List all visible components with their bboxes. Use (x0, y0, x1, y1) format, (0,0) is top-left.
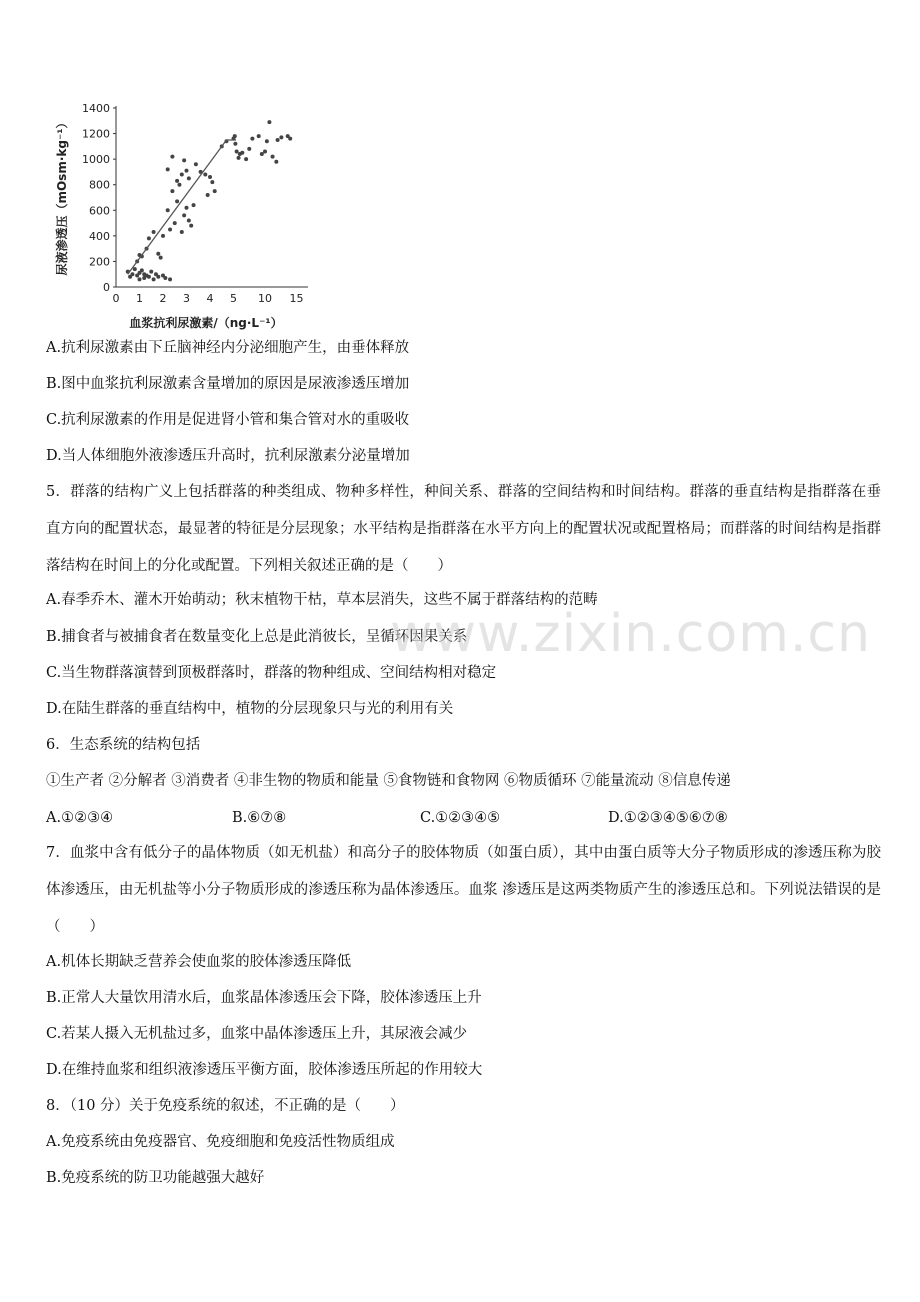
data-point (263, 149, 267, 153)
q5-option-b: B.捕食者与被捕食者在数量变化上总是此消彼长，呈循环因果关系 (46, 629, 468, 645)
y-tick-label: 600 (89, 204, 110, 218)
data-point (250, 137, 254, 141)
data-point (206, 193, 210, 197)
data-point (182, 158, 186, 162)
data-point (140, 268, 144, 272)
data-point (185, 206, 189, 210)
q4-option-d: D.当人体细胞外液渗透压升高时，抗利尿激素分泌量增加 (46, 448, 410, 464)
q7-option-b: B.正常人大量饮用清水后，血浆晶体渗透压会下降，胶体渗透压上升 (46, 990, 482, 1006)
data-point (192, 203, 196, 207)
y-axis-title: 尿液渗透压（mOsm·kg⁻¹） (55, 116, 69, 276)
q5-stem: 5．群落的结构广义上包括群落的种类组成、物种多样性，种间关系、群落的空间结构和时间结构。群落的垂直结构是指群落在垂直方向的配置状态，最显著的特征是分层现象；水平结构是指群落在水平方向上的配置状况或配置格局；而群落的时间结构是指群落结构在时间上的分化或配置。下列相关叙述正确的是（ ） (46, 484, 881, 574)
data-point (147, 275, 151, 279)
data-point (276, 138, 280, 142)
q6-option-d: D.①②③④⑤⑥⑦⑧ (608, 810, 728, 826)
data-point (288, 137, 292, 141)
data-point (182, 213, 186, 217)
y-tick-label: 400 (89, 229, 110, 243)
data-point (170, 189, 174, 193)
q7-option-d: D.在维持血浆和组织液渗透压平衡方面，胶体渗透压所起的作用较大 (46, 1062, 483, 1078)
data-point (173, 221, 177, 225)
data-point (180, 172, 184, 176)
data-point (163, 276, 167, 280)
y-tick-label: 1000 (82, 153, 110, 167)
q6-option-a: A.①②③④ (46, 810, 114, 826)
q6-option-c: C.①②③④⑤ (420, 810, 501, 826)
data-point (168, 277, 172, 281)
data-point (130, 272, 134, 276)
data-point (166, 167, 170, 171)
x-tick-label: 2 (159, 292, 167, 305)
q4-option-c: C.抗利尿激素的作用是促进肾小管和集合管对水的重吸收 (46, 412, 410, 428)
x-tick-label: 10 (258, 292, 272, 305)
q8-stem: 8．（10 分）关于免疫系统的叙述，不正确的是（ ） (46, 1098, 405, 1114)
data-point (133, 267, 137, 271)
q8-option-b: B.免疫系统的防卫功能越强大越好 (46, 1170, 265, 1186)
data-point (240, 151, 244, 155)
x-tick-label: 1 (136, 292, 143, 305)
data-point (166, 208, 170, 212)
x-tick-label: 15 (289, 292, 304, 305)
data-point (175, 199, 179, 203)
x-tick-label: 4 (206, 292, 214, 305)
data-point (213, 189, 217, 193)
q7-option-c: C.若某人摄入无机盐过多，血浆中晶体渗透压上升，其尿液会减少 (46, 1026, 468, 1042)
q5-option-c: C.当生物群落演替到顶极群落时，群落的物种组成、空间结构相对稳定 (46, 665, 497, 681)
q8-option-a: A.免疫系统由免疫器官、免疫细胞和免疫活性物质组成 (46, 1134, 395, 1150)
x-tick-label: 3 (183, 292, 190, 305)
q6-option-b: B.⑥⑦⑧ (232, 810, 287, 826)
data-point (147, 236, 151, 240)
q6-stem: 6．生态系统的结构包括 (46, 737, 201, 753)
watermark: www.zixin.com.cn (390, 604, 871, 664)
data-point (177, 183, 181, 187)
data-point (168, 227, 172, 231)
scatter-chart (46, 96, 316, 336)
data-point (187, 176, 191, 180)
q6-items: ①生产者 ②分解者 ③消费者 ④非生物的物质和能量 ⑤食物链和食物网 ⑥物质循环 ⑦能量流动 ⑧信息传递 (46, 773, 731, 789)
data-point (185, 169, 189, 173)
data-point (247, 147, 251, 151)
data-point (244, 157, 248, 161)
data-point (194, 162, 198, 166)
y-tick-label: 200 (89, 255, 110, 269)
data-point (265, 139, 269, 143)
data-point (279, 135, 283, 139)
data-point (237, 156, 241, 160)
data-point (152, 230, 156, 234)
data-point (208, 175, 212, 179)
data-points (126, 120, 292, 281)
data-point (274, 160, 278, 164)
data-point (161, 234, 165, 238)
q5-option-d: D.在陆生群落的垂直结构中，植物的分层现象只与光的利用有关 (46, 701, 454, 717)
trend-line (128, 140, 236, 274)
data-point (152, 277, 156, 281)
data-point (257, 134, 261, 138)
data-point (156, 252, 160, 256)
q4-option-a: A.抗利尿激素由下丘脑神经内分泌细胞产生，由垂体释放 (46, 340, 410, 356)
data-point (175, 179, 179, 183)
y-tick-label: 1400 (82, 102, 110, 115)
q7-option-a: A.机体长期缺乏营养会使血浆的胶体渗透压降低 (46, 954, 352, 970)
x-tick-label: 0 (112, 292, 120, 305)
data-point (233, 134, 237, 138)
data-point (210, 180, 214, 184)
q5-option-a: A.春季乔木、灌木开始萌动；秋末植物干枯，草本层消失，这些不属于群落结构的范畴 (46, 592, 598, 608)
x-tick-label: 5 (230, 292, 237, 305)
data-point (260, 152, 264, 156)
data-point (235, 149, 239, 153)
data-point (159, 256, 163, 260)
data-point (271, 155, 275, 159)
x-axis-title: 血浆抗利尿激素/（ng·L⁻¹） (129, 316, 283, 330)
y-tick-label: 0 (103, 281, 110, 294)
x-axis-ticks (113, 292, 304, 305)
data-point (203, 172, 207, 176)
q7-stem: 7．血浆中含有低分子的晶体物质（如无机盐）和高分子的胶体物质（如蛋白质），其中由蛋白质等大分子物质形成的渗透压称为胶体渗透压，由无机盐等小分子物质形成的渗透压称为晶体渗透压。血浆 渗透压是这两类物质产生的渗透压总和。下列说法错误的是（ ） (46, 845, 881, 935)
data-point (149, 270, 153, 274)
y-axis-ticks (82, 102, 116, 294)
data-point (189, 224, 193, 228)
q4-option-b: B.图中血浆抗利尿激素含量增加的原因是尿液渗透压增加 (46, 376, 410, 392)
data-point (180, 230, 184, 234)
data-point (267, 120, 271, 124)
data-point (233, 142, 237, 146)
data-point (187, 219, 191, 223)
y-tick-label: 1200 (82, 127, 110, 141)
data-point (156, 275, 160, 279)
data-point (170, 155, 174, 159)
y-tick-label: 800 (89, 178, 110, 192)
data-point (138, 277, 142, 281)
